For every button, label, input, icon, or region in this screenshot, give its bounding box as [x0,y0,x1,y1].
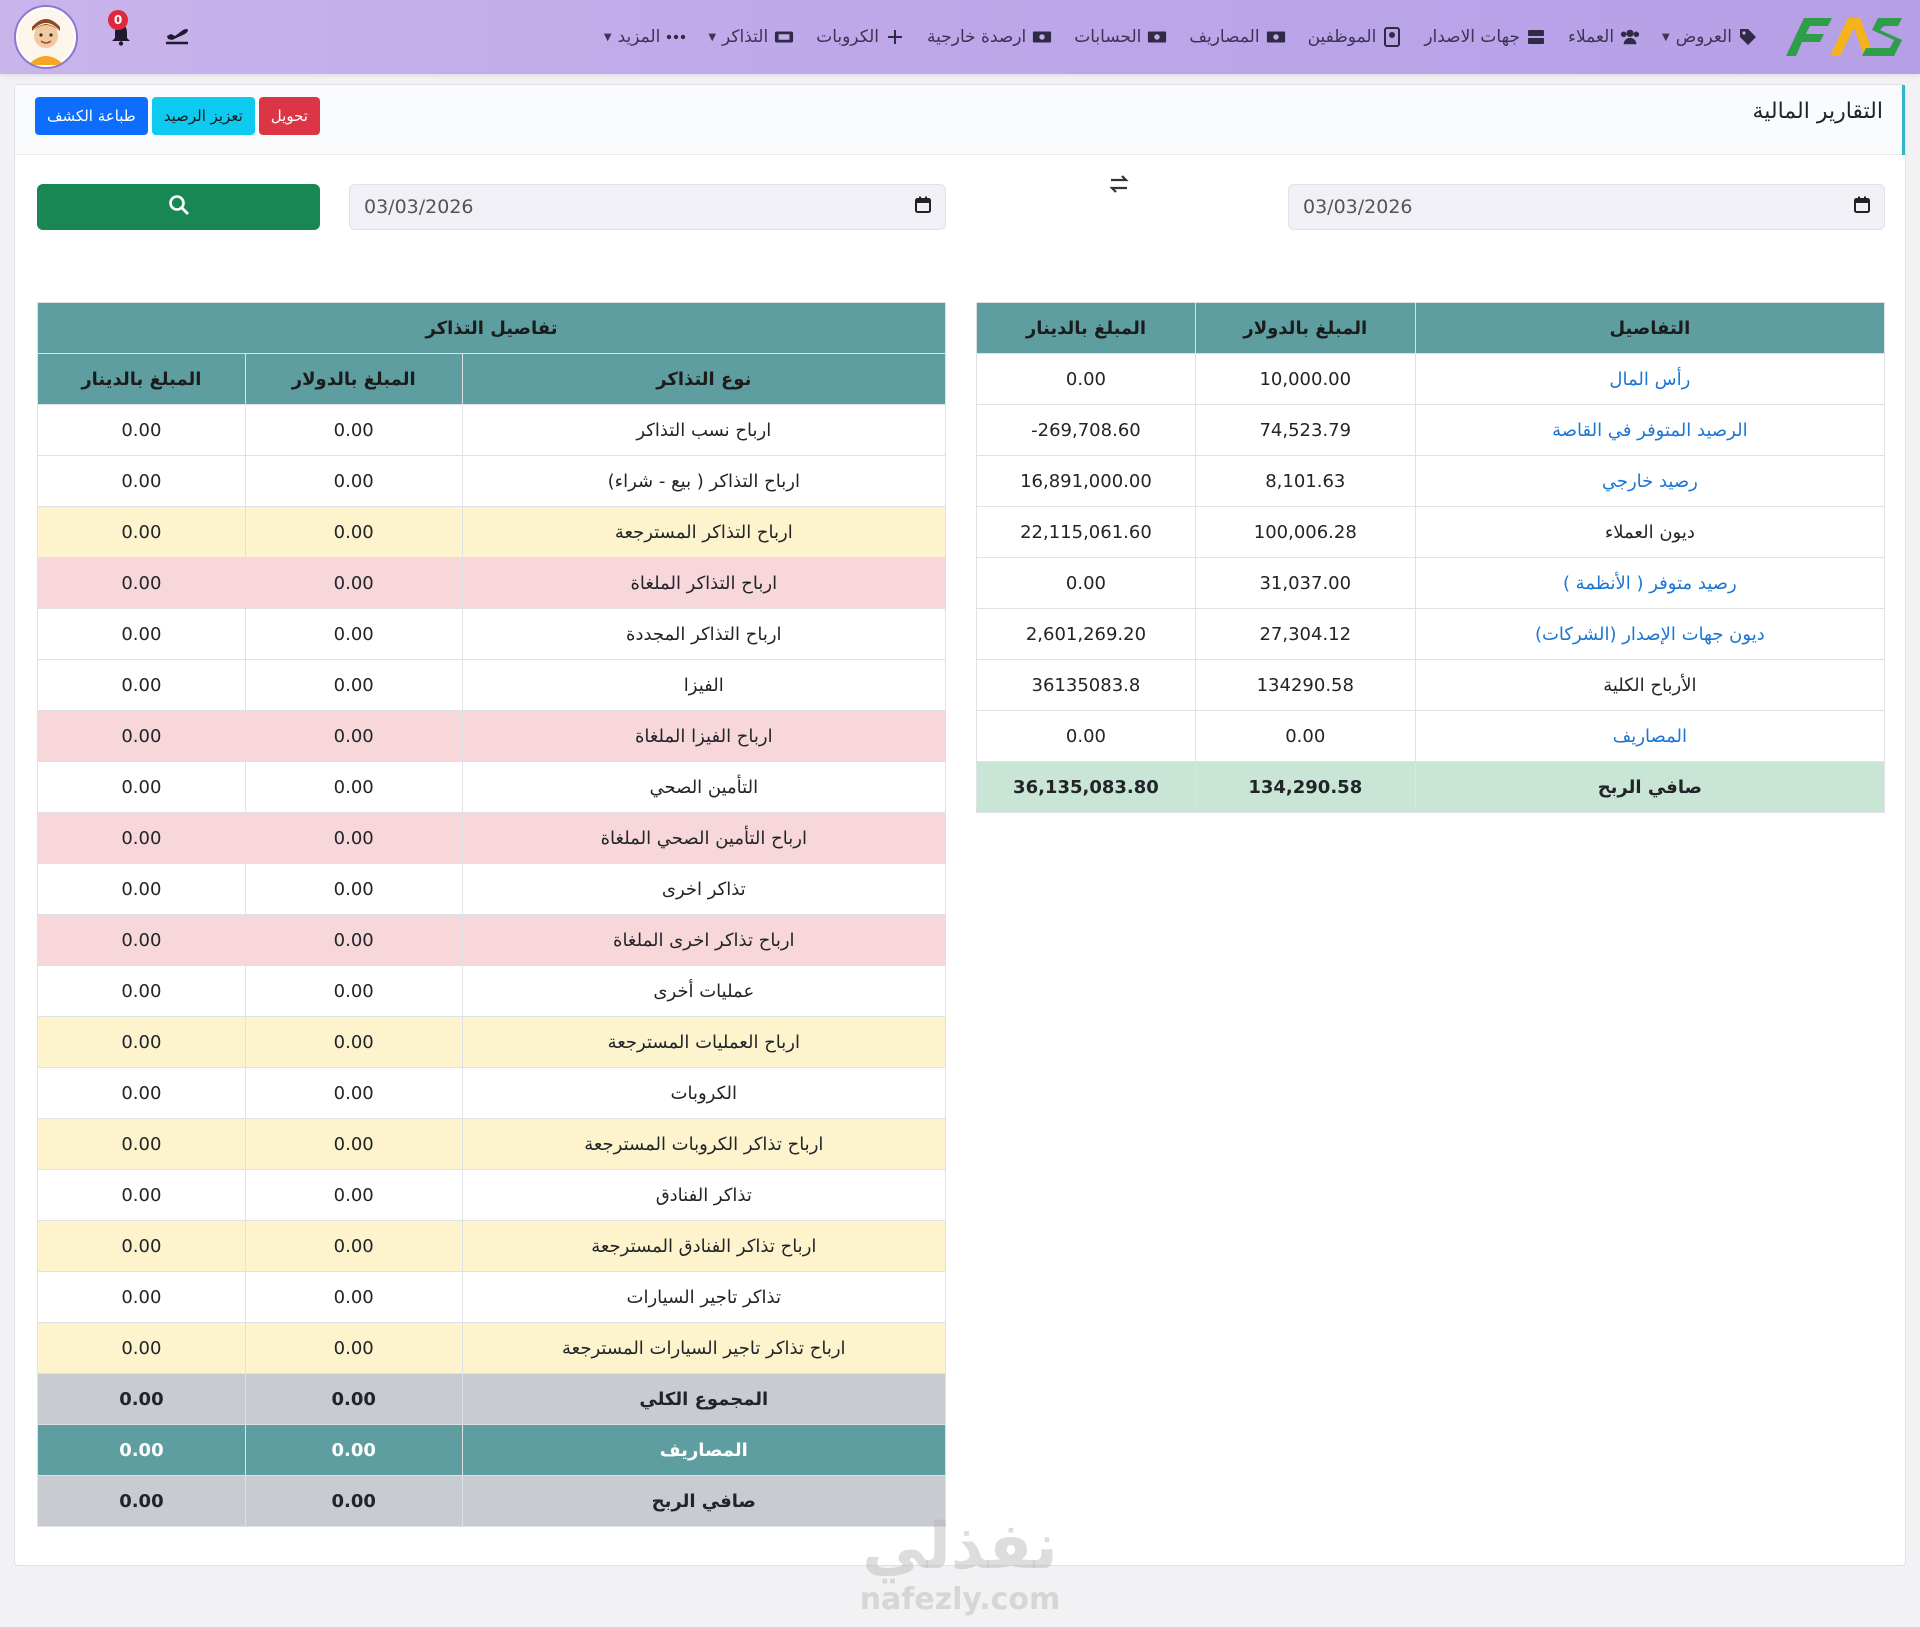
nav-label: التذاكر [722,27,769,47]
row-label: ارباح العمليات المسترجعة [462,1017,945,1068]
watermark-latin: nafezly.com [859,1582,1061,1617]
watermark-arabic: نفذلي [862,1510,1058,1584]
table-row [977,456,1885,507]
usd-value: 0.00 [245,864,462,915]
row-label: المصاريف [462,1425,945,1476]
table-row [38,1374,946,1425]
nav-more[interactable] [604,27,686,47]
usd-value: 0.00 [245,507,462,558]
main-menu [604,0,1758,74]
nav-label: الحسابات [1074,27,1142,47]
date-from-input[interactable] [1288,184,1885,230]
plus-icon [885,27,905,47]
chevron-down-icon: ▼ [1662,31,1670,43]
iqd-value: 0.00 [38,1476,246,1527]
row-label: تذاكر اخرى [462,864,945,915]
usd-value: 0.00 [245,1221,462,1272]
table-row [38,609,946,660]
table-row [38,1323,946,1374]
table-row [38,1068,946,1119]
table-row [38,1425,946,1476]
row-label: التأمين الصحي [462,762,945,813]
iqd-value: 0.00 [38,1272,246,1323]
tickets-table-title: تفاصيل التذاكر [38,303,946,354]
usd-value: 0.00 [245,660,462,711]
usd-value: 10,000.00 [1195,354,1415,405]
row-label: ارباح التذاكر ( بيع - شراء) [462,456,945,507]
money-icon [1147,27,1167,47]
usd-value: 0.00 [245,1068,462,1119]
row-label: ارباح تذاكر اخرى الملغاة [462,915,945,966]
nav-label: جهات الاصدار [1424,27,1520,47]
table-row [977,609,1885,660]
row-label[interactable]: المصاريف [1415,711,1884,762]
table-row [38,1119,946,1170]
nav-label: العملاء [1567,27,1615,47]
table-row [38,456,946,507]
plane-departure-icon[interactable] [164,24,190,50]
id-card-icon [1382,27,1402,47]
tags-icon [1738,27,1758,47]
chevron-down-icon: ▼ [603,31,612,43]
table-row [38,711,946,762]
iqd-value: 0.00 [38,1323,246,1374]
usd-value: 0.00 [245,1425,462,1476]
iqd-value: 22,115,061.60 [977,507,1196,558]
row-label: تذاكر الفنادق [462,1170,945,1221]
money-icon [1266,27,1286,47]
usd-value: 134,290.58 [1195,762,1415,813]
nav-label: العروض [1675,27,1732,47]
nav-clients[interactable] [1568,27,1640,47]
column-header: المبلغ بالدينار [38,354,246,405]
nav-expenses[interactable] [1189,27,1285,47]
column-header: التفاصيل [1415,303,1884,354]
iqd-value: 0.00 [38,609,246,660]
row-label: عمليات أخرى [462,966,945,1017]
column-header: المبلغ بالدينار [977,303,1196,354]
iqd-value: 36,135,083.80 [977,762,1196,813]
nav-employees[interactable] [1308,27,1403,47]
nav-groups[interactable] [816,27,905,47]
table-row [977,558,1885,609]
search-icon [168,194,190,220]
nav-label: المصاريف [1189,27,1260,47]
usd-value: 74,523.79 [1195,405,1415,456]
iqd-value: 0.00 [38,966,246,1017]
column-header: المبلغ بالدولار [245,354,462,405]
row-label: ارباح التذاكر المسترجعة [462,507,945,558]
table-row [977,507,1885,558]
card-header [15,85,1905,155]
usd-value: 0.00 [245,1017,462,1068]
usd-value: 0.00 [245,1374,462,1425]
usd-value: 0.00 [245,711,462,762]
usd-value: 0.00 [245,1323,462,1374]
nav-label: المزيد [617,27,661,47]
iqd-value: 0.00 [38,1374,246,1425]
table-row [38,507,946,558]
iqd-value: 0.00 [977,354,1196,405]
nav-accounts[interactable] [1074,27,1167,47]
row-label: ارباح نسب التذاكر [462,405,945,456]
table-title-row [38,303,946,354]
notifications-button[interactable] [108,13,134,50]
table-row [977,354,1885,405]
topup-balance-button[interactable]: تعزيز الرصيد [152,97,255,135]
usd-value: 0.00 [245,762,462,813]
tickets-table [37,302,946,1527]
column-header: نوع التذاكر [462,354,945,405]
table-row [977,660,1885,711]
iqd-value: 0.00 [38,405,246,456]
row-label: ارباح التذاكر المجددة [462,609,945,660]
usd-value: 0.00 [245,1119,462,1170]
row-label: تذاكر تاجير السيارات [462,1272,945,1323]
iqd-value: 0.00 [38,711,246,762]
report-card [14,84,1906,1566]
row-label: ارباح التأمين الصحي الملغاة [462,813,945,864]
iqd-value: 0.00 [38,1119,246,1170]
row-label: ارباح تذاكر الكروبات المسترجعة [462,1119,945,1170]
usd-value: 0.00 [245,558,462,609]
table-row [38,405,946,456]
nav-label: ارصدة خارجية [926,27,1027,47]
column-header: المبلغ بالدولار [1195,303,1415,354]
row-label[interactable]: رصيد متوفر ( الأنظمة ) [1415,558,1884,609]
row-label[interactable]: رصيد خارجي [1415,456,1884,507]
nav-offers[interactable] [1662,27,1758,47]
search-button[interactable] [37,184,320,230]
usd-value: 0.00 [245,915,462,966]
row-label[interactable]: الرصيد المتوفر في القاصة [1415,405,1884,456]
row-label: الفيزا [462,660,945,711]
iqd-value: 36135083.8 [977,660,1196,711]
iqd-value: 0.00 [38,813,246,864]
iqd-value: 0.00 [38,456,246,507]
date-to-input[interactable] [349,184,946,230]
table-header-row [977,303,1885,354]
usd-value: 0.00 [1195,711,1415,762]
table-row [977,711,1885,762]
nav-tickets[interactable] [708,27,794,47]
top-navbar [0,0,1920,74]
row-label: ديون العملاء [1415,507,1884,558]
transfer-button[interactable]: تحويل [259,97,320,135]
usd-value: 0.00 [245,609,462,660]
row-label[interactable]: رأس المال [1415,354,1884,405]
table-row [38,558,946,609]
nav-issuers[interactable] [1424,27,1546,47]
usd-value: 100,006.28 [1195,507,1415,558]
user-area [14,2,190,72]
header-accent [1902,85,1905,155]
table-row [38,1272,946,1323]
watermark [850,1512,1070,1622]
iqd-value: 0.00 [38,1221,246,1272]
row-label: صافي الربح [1415,762,1884,813]
iqd-value: 2,601,269.20 [977,609,1196,660]
notification-count-badge: 0 [108,10,128,30]
page-title: التقارير المالية [1752,99,1883,124]
row-label: ارباح الفيزا الملغاة [462,711,945,762]
iqd-value: 0.00 [38,507,246,558]
iqd-value: 0.00 [977,558,1196,609]
money-icon [1032,27,1052,47]
calendar-icon[interactable] [1854,196,1870,218]
table-row [38,864,946,915]
print-statement-button[interactable]: طباعة الكشف [35,97,148,135]
usd-value: 0.00 [245,1170,462,1221]
calendar-icon[interactable] [915,196,931,218]
avatar[interactable] [14,5,78,69]
row-label: ارباح التذاكر الملغاة [462,558,945,609]
row-label: الكروبات [462,1068,945,1119]
brand-logo[interactable] [1782,10,1906,64]
table-header-row [38,354,946,405]
table-row [38,1170,946,1221]
iqd-value: 0.00 [38,558,246,609]
iqd-value: 0.00 [38,1425,246,1476]
usd-value: 27,304.12 [1195,609,1415,660]
net-profit-row [977,762,1885,813]
usd-value: 0.00 [245,966,462,1017]
iqd-value: 0.00 [977,711,1196,762]
users-icon [1620,27,1640,47]
usd-value: 134290.58 [1195,660,1415,711]
ticket-icon [774,27,794,47]
table-row [38,813,946,864]
iqd-value: 0.00 [38,762,246,813]
table-row [977,405,1885,456]
table-row [38,660,946,711]
row-label: الأرباح الكلية [1415,660,1884,711]
swap-arrows-icon[interactable] [1106,173,1130,197]
iqd-value: 0.00 [38,864,246,915]
ellipsis-icon [666,27,686,47]
iqd-value: 16,891,000.00 [977,456,1196,507]
usd-value: 31,037.00 [1195,558,1415,609]
iqd-value: 0.00 [38,1170,246,1221]
nav-external-balances[interactable] [927,27,1052,47]
iqd-value: 0.00 [38,1017,246,1068]
row-label: صافي الربح [462,1476,945,1527]
row-label: ارباح تذاكر الفنادق المسترجعة [462,1221,945,1272]
usd-value: 0.00 [245,405,462,456]
usd-value: 8,101.63 [1195,456,1415,507]
date-value: 03/03/2026 [364,196,474,218]
iqd-value: 0.00 [38,1068,246,1119]
table-row [38,1017,946,1068]
server-icon [1526,27,1546,47]
iqd-value: 0.00 [38,915,246,966]
usd-value: 0.00 [245,1272,462,1323]
nav-label: الموظفين [1307,27,1377,47]
table-row [38,762,946,813]
chevron-down-icon: ▼ [708,31,717,43]
table-row [38,1221,946,1272]
row-label: ارباح تذاكر تاجير السيارات المسترجعة [462,1323,945,1374]
usd-value: 0.00 [245,456,462,507]
table-row [38,1476,946,1527]
nav-label: الكروبات [816,27,879,47]
usd-value: 0.00 [245,813,462,864]
table-row [38,966,946,1017]
summary-table [976,302,1885,813]
row-label[interactable]: ديون جهات الإصدار (الشركات) [1415,609,1884,660]
table-row [38,915,946,966]
iqd-value: 269,708.60- [977,405,1196,456]
iqd-value: 0.00 [38,660,246,711]
header-actions [35,97,320,135]
usd-value: 0.00 [245,1476,462,1527]
date-value: 03/03/2026 [1303,196,1413,218]
row-label: المجموع الكلي [462,1374,945,1425]
